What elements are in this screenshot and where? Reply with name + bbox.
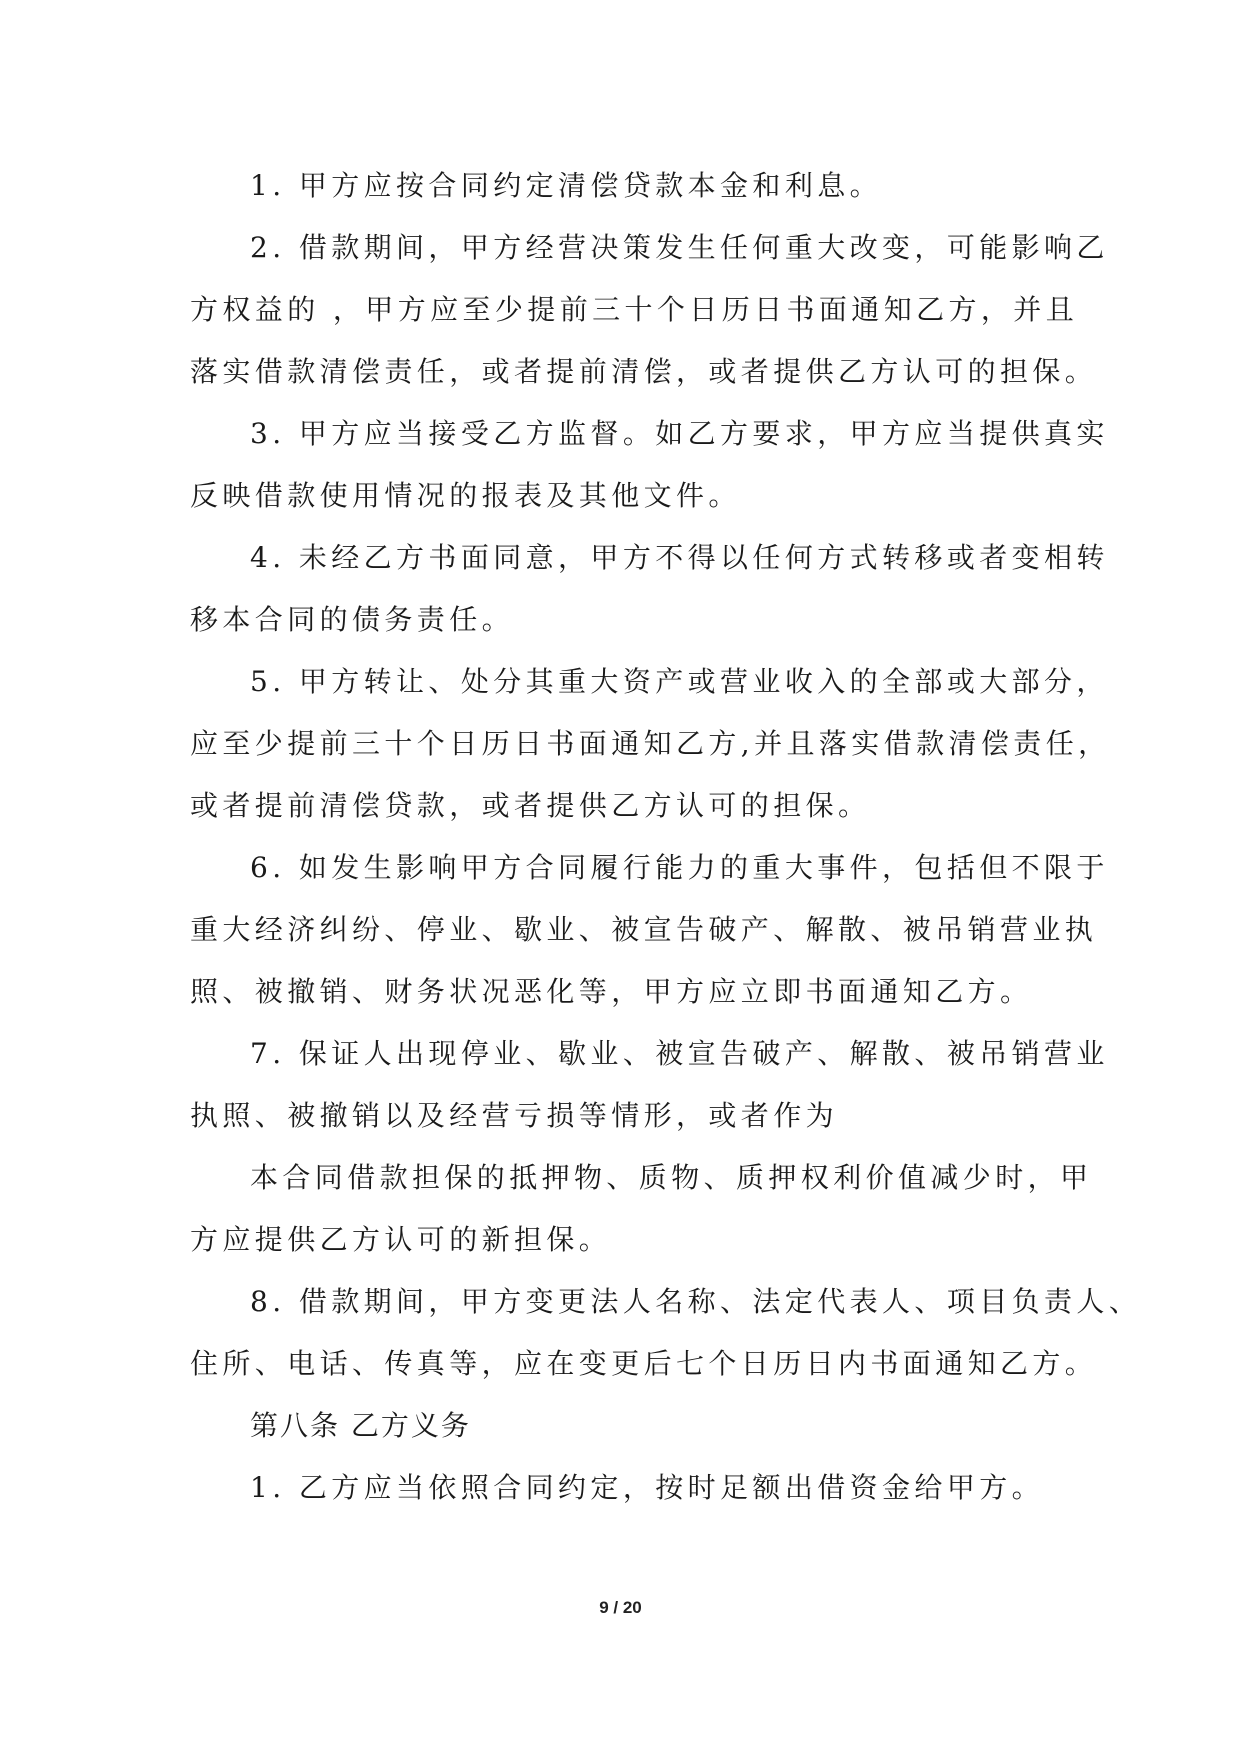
clause-7-line-2: 执照、被撤销以及经营亏损等情形，或者作为 <box>190 1099 839 1132</box>
clause-4-line-2: 移本合同的债务责任。 <box>190 603 515 636</box>
clause-6-line-1: 6. 如发生影响甲方合同履行能力的重大事件，包括但不限于 <box>250 851 1109 884</box>
clause-6-line-2: 重大经济纠纷、停业、歇业、被宣告破产、解散、被吊销营业执 <box>190 913 1098 946</box>
clause-7-line-3: 本合同借款担保的抵押物、质物、质押权利价值减少时，甲 <box>250 1161 1093 1194</box>
article-8-heading: 第八条 乙方义务 <box>250 1409 471 1442</box>
clause-5-line-1: 5. 甲方转让、处分其重大资产或营业收入的全部或大部分， <box>250 665 1109 698</box>
document-body <box>190 155 1142 1519</box>
clause-2-line-1: 2. 借款期间，甲方经营决策发生任何重大改变，可能影响乙 <box>250 231 1109 264</box>
clause-2-line-2: 方权益的 ，甲方应至少提前三十个日历日书面通知乙方，并且 <box>190 293 1079 326</box>
clause-2-line-3: 落实借款清偿责任，或者提前清偿，或者提供乙方认可的担保。 <box>190 355 1098 388</box>
clause-4-line-1: 4. 未经乙方书面同意，甲方不得以任何方式转移或者变相转 <box>250 541 1109 574</box>
clause-1-line-1: 1. 甲方应按合同约定清偿贷款本金和利息。 <box>250 169 883 202</box>
clause-6-line-3: 照、被撤销、财务状况恶化等，甲方应立即书面通知乙方。 <box>190 975 1033 1008</box>
article-8-clause-1-line-1: 1. 乙方应当依照合同约定，按时足额出借资金给甲方。 <box>250 1471 1045 1504</box>
clause-7-line-4: 方应提供乙方认可的新担保。 <box>190 1223 612 1256</box>
clause-3-line-2: 反映借款使用情况的报表及其他文件。 <box>190 479 741 512</box>
page-number: 9 / 20 <box>599 1598 642 1617</box>
clause-3-line-1: 3. 甲方应当接受乙方监督。如乙方要求，甲方应当提供真实 <box>250 417 1109 450</box>
clause-5-line-3: 或者提前清偿贷款，或者提供乙方认可的担保。 <box>190 789 871 822</box>
clause-8-line-2: 住所、电话、传真等，应在变更后七个日历日内书面通知乙方。 <box>190 1347 1098 1380</box>
clause-5-line-2: 应至少提前三十个日历日书面通知乙方,并且落实借款清偿责任， <box>190 727 1111 760</box>
clause-8-line-1: 8. 借款期间，甲方变更法人名称、法定代表人、项目负责人、 <box>250 1285 1142 1318</box>
clause-7-line-1: 7. 保证人出现停业、歇业、被宣告破产、解散、被吊销营业 <box>250 1037 1109 1070</box>
